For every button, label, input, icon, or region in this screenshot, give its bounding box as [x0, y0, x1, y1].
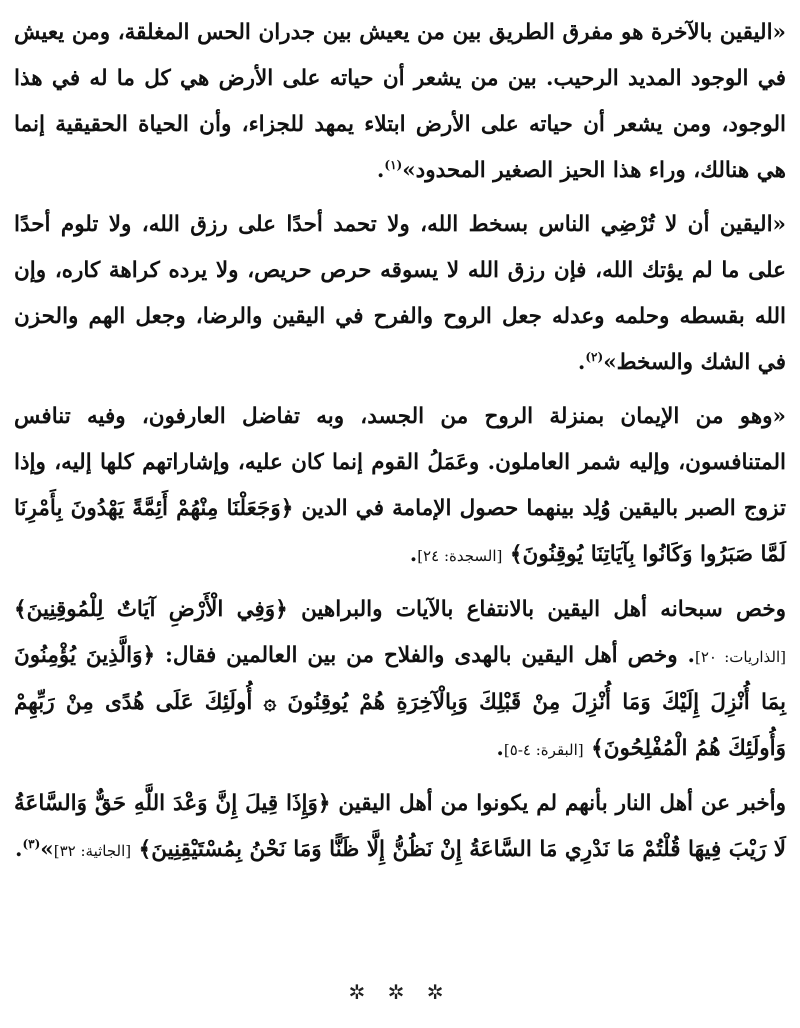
- quote-close: »: [40, 837, 54, 862]
- paragraph-end: .: [409, 542, 418, 567]
- paragraph-end: .: [577, 350, 586, 375]
- paragraph-end: .: [376, 158, 385, 183]
- paragraph-end: .: [496, 736, 504, 761]
- paragraph-2: [14, 202, 786, 386]
- paragraph-text: «اليقين بالآخرة هو مفرق الطريق بين من يعيش بين جدران الحس المغلقة، ومن يعيش في الوجود المديد الرحيب. بين من يشعر أن حياته على الأرض هي كل ما له في هذا الوجود، ومن يشعر أن حياته على الأرض ابتلاء يمهد للجزاء، وأن الحياة الحقيقية إنما هي هنالك، وراء هذا الحيز الصغير المحدود»: [14, 20, 786, 183]
- footnote-marker: (١): [384, 157, 403, 172]
- quran-verse: ﴿وَإِذَا قِيلَ إِنَّ وَعْدَ اللَّهِ حَقٌّ وَالسَّاعَةُ لَا رَيْبَ فِيهَا قُلْتُمْ مَا نَدْرِي مَا السَّاعَةُ إِنْ نَظُنُّ إِلَّا ظَنًّا وَمَا نَحْنُ بِمُسْتَيْقِنِينَ﴾: [14, 791, 786, 862]
- paragraph-5: [14, 781, 786, 874]
- verse-reference: [السجدة: ٢٤]: [417, 547, 503, 565]
- paragraph-text-continued: . وخص أهل اليقين بالهدى والفلاح من بين العالمين فقال:: [165, 643, 696, 668]
- footnote-marker: (٣): [22, 836, 41, 851]
- paragraph-text: «وهو من الإيمان بمنزلة الروح من الجسد، وبه تفاضل العارفون، وفيه تنافس المتنافسون، وإليه شمر العاملون. وعَمَلُ القوم إنما كان عليه، وإشاراتهم كلها إليه، وإذا تزوج الصبر باليقين وُلِد بينهما حصول الإمامة في الدين: [14, 404, 786, 521]
- verse-reference: [البقرة: ٤-٥]: [503, 741, 584, 759]
- footnote-marker: (٢): [585, 349, 604, 364]
- paragraph-end: .: [14, 837, 23, 862]
- paragraph-4: [14, 587, 786, 773]
- quran-verse: ﴿وَفِي الْأَرْضِ آيَاتٌ لِلْمُوقِنِينَ﴾: [14, 597, 288, 622]
- paragraph-text: وأخبر عن أهل النار بأنهم لم يكونوا من أهل اليقين: [338, 791, 786, 816]
- verse-reference: [الجاثية: ٣٢]: [53, 842, 132, 860]
- paragraph-text: وخص سبحانه أهل اليقين بالانتفاع بالآيات والبراهين: [301, 597, 786, 622]
- quran-verse: ﴿وَجَعَلْنَا مِنْهُمْ أَئِمَّةً يَهْدُونَ بِأَمْرِنَا لَمَّا صَبَرُوا وَكَانُوا بِآيَاتِنَا يُوقِنُونَ﴾: [14, 496, 786, 567]
- verse-reference: [الذاريات: ٢٠]: [695, 648, 786, 666]
- paragraph-text: «اليقين أن لا تُرْضِي الناس بسخط الله، ولا تحمد أحدًا على رزق الله، ولا تلوم أحدًا على ما لم يؤتك الله، فإن رزق الله لا يسوقه حرص حريص، ولا يرده كراهة كاره، وإن الله بقسطه وحلمه وعدله جعل الروح والفرح في اليقين والرضا، وجعل الهم والحزن في الشك والسخط»: [14, 212, 786, 375]
- section-separator: ✲ ✲ ✲: [348, 980, 452, 1004]
- paragraph-3: [14, 394, 786, 579]
- quran-verse: ﴿وَالَّذِينَ يُؤْمِنُونَ بِمَا أُنْزِلَ إِلَيْكَ وَمَا أُنْزِلَ مِنْ قَبْلِكَ وَبِالْآخِرَةِ هُمْ يُوقِنُونَ ۞ أُولَئِكَ عَلَى هُدًى مِنْ رَبِّهِمْ وَأُولَئِكَ هُمُ الْمُفْلِحُونَ﴾: [14, 643, 786, 761]
- paragraph-1: [14, 10, 786, 194]
